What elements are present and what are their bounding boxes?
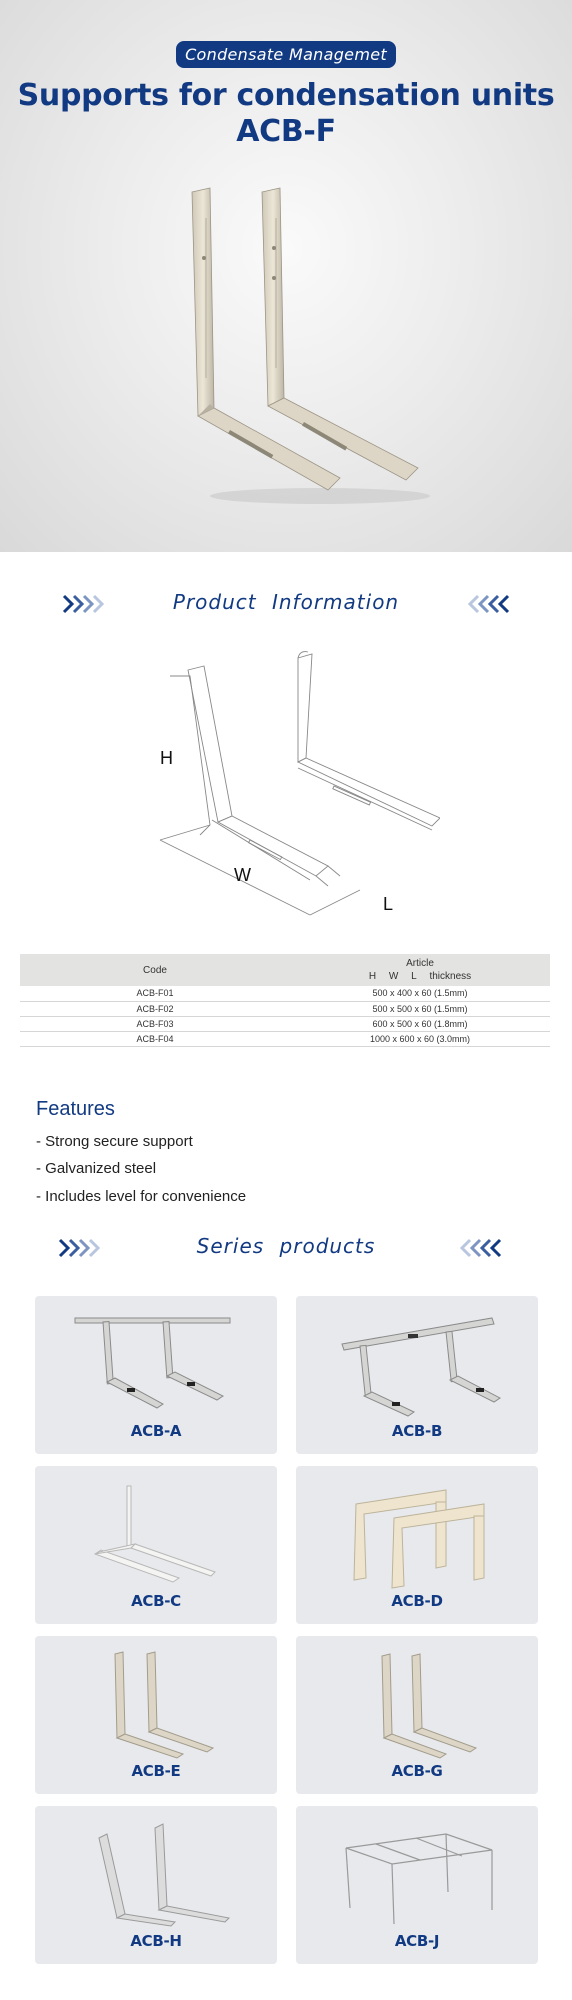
length-label: L: [383, 894, 394, 914]
article-column-header: [290, 954, 550, 986]
product-image: [296, 1644, 538, 1759]
code-cell: ACB-F04: [20, 1031, 290, 1046]
product-name: ACB-A: [130, 1422, 182, 1440]
sub-header-w: W: [388, 971, 399, 982]
product-name: ACB-C: [131, 1592, 181, 1610]
article-header-label: Article: [406, 958, 434, 969]
sub-header-h: H: [368, 971, 377, 982]
category-badge: Condensate Managemet: [176, 41, 396, 68]
sub-header-thickness: thickness: [429, 971, 472, 982]
width-label: W: [234, 865, 251, 885]
page-title-line-1: Supports for condensation units: [17, 78, 555, 113]
product-name: ACB-B: [391, 1422, 443, 1440]
feature-item: - Strong secure support: [36, 1133, 193, 1150]
page-title-line-2: ACB-F: [236, 114, 336, 149]
feature-item: - Includes level for convenience: [36, 1188, 247, 1205]
code-column-header: Code: [143, 964, 167, 976]
dimension-diagram: [140, 640, 440, 930]
table-row: [20, 986, 550, 1001]
bracket-product-image: [170, 178, 430, 508]
table-header-row: [20, 954, 550, 986]
product-image: [35, 1304, 277, 1419]
product-card-acb-d[interactable]: [296, 1466, 538, 1624]
product-card-acb-g[interactable]: [296, 1636, 538, 1794]
article-sub-headers: [290, 970, 550, 983]
table-row: [20, 1016, 550, 1031]
article-cell: 600 x 500 x 60 (1.8mm): [290, 1016, 550, 1031]
chevrons-left-icon: [464, 594, 510, 614]
height-label: H: [160, 748, 173, 768]
article-cell: 500 x 500 x 60 (1.5mm): [290, 1001, 550, 1016]
product-image: [296, 1304, 538, 1419]
product-card-acb-a[interactable]: [35, 1296, 277, 1454]
product-image: [35, 1474, 277, 1589]
product-image: [296, 1474, 538, 1589]
article-cell: 1000 x 600 x 60 (3.0mm): [290, 1031, 550, 1046]
product-name: ACB-H: [130, 1932, 182, 1950]
product-image: [35, 1644, 277, 1759]
product-card-acb-h[interactable]: [35, 1806, 277, 1964]
code-cell: ACB-F03: [20, 1016, 290, 1031]
series-products-heading: [0, 1228, 572, 1268]
product-name: ACB-E: [131, 1762, 181, 1780]
product-card-acb-j[interactable]: [296, 1806, 538, 1964]
hero-banner: [0, 0, 572, 552]
table-row: [20, 1001, 550, 1016]
section-title: Product Information: [172, 590, 400, 614]
table-row: [20, 1031, 550, 1046]
product-name: ACB-D: [391, 1592, 443, 1610]
chevrons-left-icon: [456, 1238, 502, 1258]
feature-item: - Galvanized steel: [36, 1160, 157, 1177]
product-card-acb-e[interactable]: [35, 1636, 277, 1794]
product-info-heading: [0, 584, 572, 624]
product-image: [35, 1814, 277, 1929]
code-cell: ACB-F02: [20, 1001, 290, 1016]
article-cell: 500 x 400 x 60 (1.5mm): [290, 986, 550, 1001]
section-title: Series products: [196, 1234, 376, 1258]
product-card-acb-c[interactable]: [35, 1466, 277, 1624]
spec-table: [20, 954, 550, 1047]
features-title: Features: [36, 1098, 115, 1120]
product-name: ACB-G: [391, 1762, 443, 1780]
product-name: ACB-J: [394, 1932, 440, 1950]
sub-header-l: L: [411, 971, 417, 982]
page-title: [0, 78, 572, 150]
product-card-acb-b[interactable]: [296, 1296, 538, 1454]
product-image: [296, 1814, 538, 1929]
code-cell: ACB-F01: [20, 986, 290, 1001]
